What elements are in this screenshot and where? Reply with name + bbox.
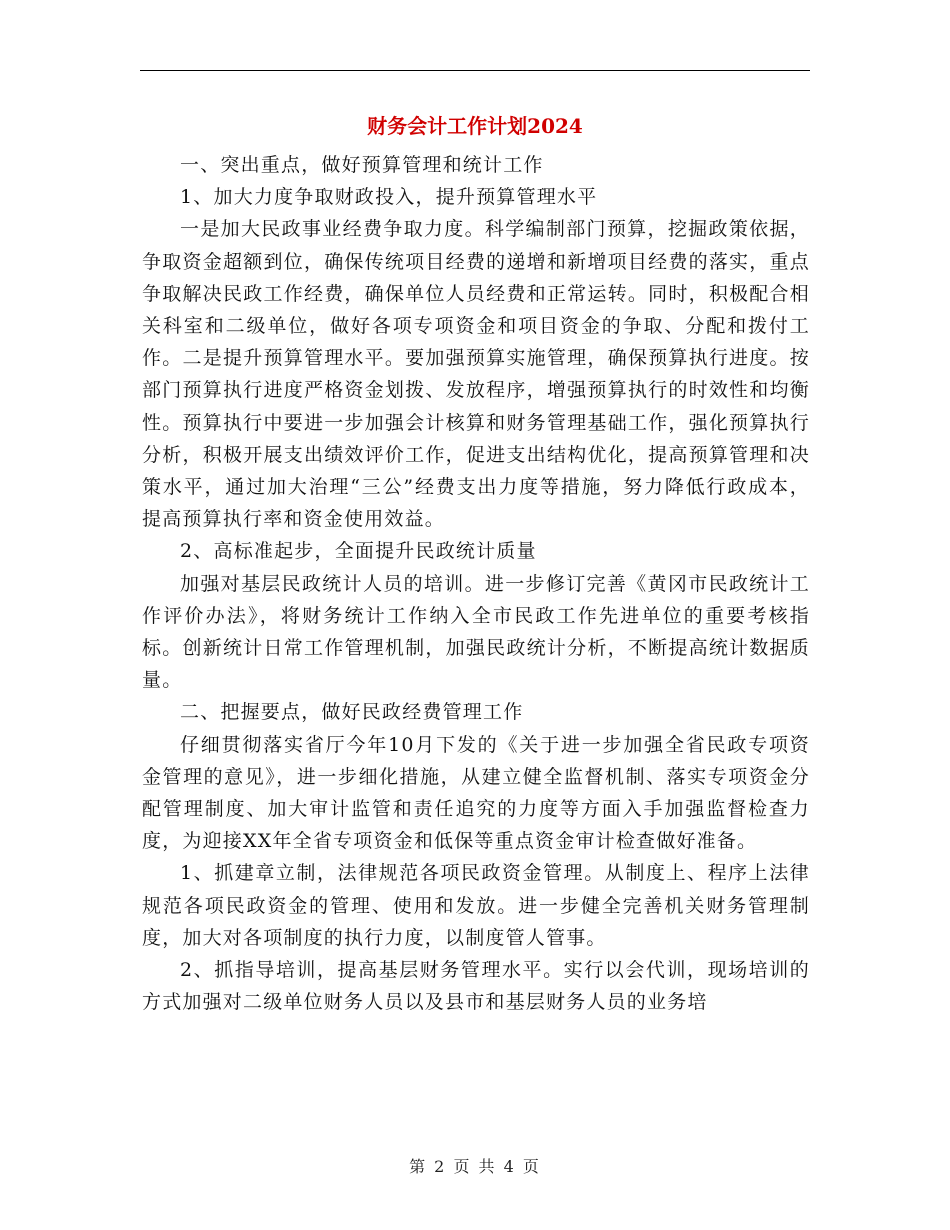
body-paragraph: 加强对基层民政统计人员的培训。进一步修订完善《黄冈市民政统计工作评价办法》，将财务统计工作纳入全市民政工作先进单位的重要考核指标。创新统计日常工作管理机制，加强民政统计分析，不断提高统计数据质量。: [142, 572, 810, 692]
document-title: 财务会计工作计划2024: [367, 114, 583, 138]
section-heading-1: 一、突出重点，做好预算管理和统计工作: [180, 154, 544, 176]
page-footer: 第 2 页 共 4 页: [409, 1157, 541, 1176]
body-paragraph: 1、抓建章立制，法律规范各项民政资金管理。从制度上、程序上法律规范各项民政资金的管理、使用和发放。进一步健全完善机关财务管理制度，加大对各项制度的执行力度，以制度管人管事。: [142, 862, 810, 949]
body-paragraph: 一是加大民政事业经费争取力度。科学编制部门预算，挖掘政策依据，争取资金超额到位，确保传统项目经费的递增和新增项目经费的落实，重点争取解决民政工作经费，确保单位人员经费和正常运转。同时，积极配合相关科室和二级单位，做好各项专项资金和项目资金的争取、分配和拨付工作。二是提升预算管理水平。要加强预算实施管理，确保预算执行进度。按部门预算执行进度严格资金划拨、发放程序，增强预算执行的时效性和均衡性。预算执行中要进一步加强会计核算和财务管理基础工作，强化预算执行分析，积极开展支出绩效评价工作，促进支出结构优化，提高预算管理和决策水平，通过加大治理“三公”经费支出力度等措施，努力降低行政成本，提高预算执行率和资金使用效益。: [142, 218, 810, 531]
document-body: [142, 149, 810, 1018]
subsection-heading-1-2: 2、高标准起步，全面提升民政统计质量: [180, 540, 537, 563]
header-rule: [140, 70, 810, 71]
subsection-heading-1-1: 1、加大力度争取财政投入，提升预算管理水平: [180, 186, 598, 209]
body-paragraph: 2、抓指导培训，提高基层财务管理水平。实行以会代训，现场培训的方式加强对二级单位财务人员以及县市和基层财务人员的业务培: [142, 959, 810, 1014]
section-heading-2: 二、把握要点，做好民政经费管理工作: [180, 701, 524, 724]
body-paragraph: 仔细贯彻落实省厅今年10月下发的《关于进一步加强全省民政专项资金管理的意见》，进一步细化措施，从建立健全监督机制、落实专项资金分配管理制度、加大审计监管和责任追究的力度等方面入手加强监督检查力度，为迎接XX年全省专项资金和低保等重点资金审计检查做好准备。: [142, 733, 810, 853]
